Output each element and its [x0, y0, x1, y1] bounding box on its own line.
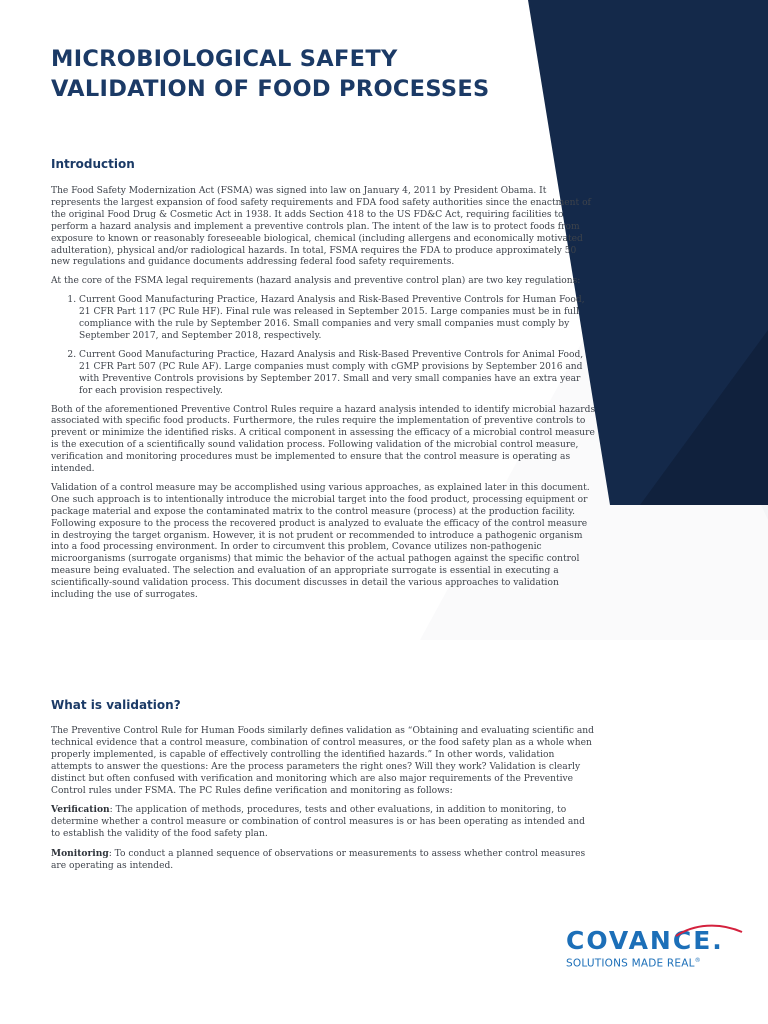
page-title: [51, 44, 591, 104]
validation-paragraph-1: The Preventive Control Rule for Human Foods similarly defines validation as “Obtaining and evaluating scientific and technical evidence that a control measure, combination of control measures, or the food safety plan as a whole when properly implemented, is capable of effectively controlling the identified hazards.” In other words, validation attempts to answer the questions: Are the process parameters the right ones? Will they work? Validation is clearly distinct but often confused with verification and monitoring which are also major requirements of the Preventive Control rules under FSMA. The PC Rules define verification and monitoring as follows:: [51, 726, 594, 796]
introduction-section: [51, 157, 596, 609]
logo-swoosh-icon: [674, 922, 744, 938]
introduction-heading: Introduction: [51, 157, 135, 171]
validation-heading: What is validation?: [51, 698, 181, 712]
regulations-list: [51, 295, 596, 397]
intro-paragraph-1: The Food Safety Modernization Act (FSMA) was signed into law on January 4, 2011 by President Obama. It represents the largest expansion of food safety requirements and FDA food safety authorities since the enactment of the original Food Drug & Cosmetic Act in 1938. It adds Section 418 to the US FD&C Act, requiring facilities to perform a hazard analysis and implement a preventive controls plan. The intent of the law is to protect foods from exposure to known or reasonably foreseeable biological, chemical (including allergens and economically motivated adulteration), physical and/or radiological hazards. In total, FSMA requires the FDA to produce approximately 50 new regulations and guidance documents addressing federal food safety requirements.: [51, 186, 591, 268]
intro-paragraph-3: Both of the aforementioned Preventive Control Rules require a hazard analysis intended to identify microbial hazards associated with specific food products. Furthermore, the rules require the implementation of preventive controls to prevent or minimize the identified risks. A critical component in assessing the efficacy of a microbial control measure is the execution of a scientifically sound validation process. Following validation of the microbial control measure, verification and monitoring procedures must be implemented to ensure that the control measure is operating as intended.: [51, 404, 596, 475]
monitoring-definition: [51, 848, 596, 873]
logo-wordmark: [566, 928, 741, 954]
validation-section: [51, 698, 596, 880]
verification-definition: [51, 804, 596, 841]
logo-tagline: [566, 957, 741, 970]
intro-paragraph-4: Validation of a control measure may be accomplished using various approaches, as explained later in this document. One such approach is to intentionally introduce the microbial target into the food product, processing equipment or package material and expose the contaminated matrix to the control measure (process) at the production facility. Following exposure to the process the recovered product is analyzed to evaluate the efficacy of the control measure in destroying the target organism. However, it is not prudent or recommended to introduce a pathogenic organism into a food processing environment. In order to circumvent this problem, Covance utilizes non-pathogenic microorganisms (surrogate organisms) that mimic the behavior of the actual pathogen against the specific control measure being evaluated. The selection and evaluation of an appropriate surrogate is essential in executing a scientifically-sound validation process. This document discusses in detail the various approaches to validation including the use of surrogates.: [51, 482, 590, 601]
covance-logo: [566, 928, 741, 970]
regulation-item: 2. Current Good Manufacturing Practice, Hazard Analysis and Risk-Based Preventive Controls for Animal Food, 21 CFR Part 507 (PC Rule AF). Large companies must comply with cGMP provisions by September 2016 and with Preventive Controls provisions by September 2017. Small and very small companies have an extra year for each provision respectively.: [79, 350, 596, 398]
logo-tagline-text: SOLUTIONS MADE REAL: [566, 957, 695, 970]
validation-body: [51, 726, 596, 873]
monitoring-term: Monitoring: [51, 848, 109, 860]
verification-term: Verification: [51, 804, 110, 816]
title-line-1: MICROBIOLOGICAL SAFETY: [51, 46, 398, 72]
introduction-body: [51, 186, 596, 602]
verification-text: : The application of methods, procedures, tests and other evaluations, in addition to monitoring, to determine whether a control measure or combination of control measures is or has been operating as intended and to establish the validity of the food safety plan.: [51, 805, 585, 840]
monitoring-text: : To conduct a planned sequence of observations or measurements to assess whether control measures are operating as intended.: [51, 849, 586, 872]
title-line-2: VALIDATION OF FOOD PROCESSES: [51, 76, 490, 102]
regulation-item: 1. Current Good Manufacturing Practice, Hazard Analysis and Risk-Based Preventive Controls for Human Food, 21 CFR Part 117 (PC Rule HF). Final rule was released in September 2015. Large companies must be in full compliance with the rule by September 2016. Small companies and very small companies must comply by September 2017, and September 2018, respectively.: [79, 295, 596, 343]
intro-paragraph-2: At the core of the FSMA legal requirements (hazard analysis and preventive control plan) are two key regulations:: [51, 276, 581, 287]
registered-mark: ®: [694, 957, 701, 964]
logo-name: COVANCE.: [566, 926, 724, 955]
